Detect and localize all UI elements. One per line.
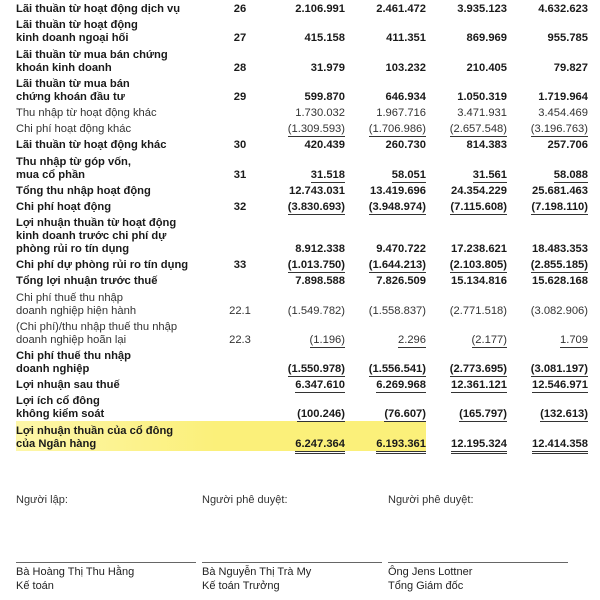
signer-name: Bà Hoàng Thị Thu Hằng (16, 566, 135, 578)
signer-name: Bà Nguyễn Thị Trà My (202, 566, 312, 578)
row-value-4 (507, 136, 588, 152)
value-text: 257.706 (547, 139, 588, 152)
row-value-1 (264, 136, 345, 152)
row-label: (Chi phí)/thu nhập thuế thu nhập doanh nghiệp hoãn lại (16, 320, 178, 346)
value-text: (1.196) (309, 333, 345, 346)
row-value-2 (345, 392, 426, 421)
value-text: 12.361.121 (451, 379, 507, 392)
value-text: 599.870 (304, 90, 345, 103)
row-value-2 (345, 152, 426, 181)
row-value-4 (507, 104, 588, 120)
row-value-4 (507, 120, 588, 136)
signer-title: Kế toán Trưởng (202, 580, 280, 592)
value-text: 15.134.816 (451, 275, 507, 288)
row-value-1 (264, 120, 345, 136)
value-text: 31.561 (472, 168, 507, 181)
row-note-ref: 30 (233, 139, 247, 152)
value-text: (1.549.782) (287, 304, 345, 317)
value-text: 12.743.031 (289, 184, 345, 197)
value-text: 415.158 (304, 32, 345, 45)
value-text: 79.827 (553, 61, 588, 74)
value-text: (1.558.837) (368, 304, 426, 317)
value-text: 7.898.588 (295, 275, 345, 288)
row-value-2 (345, 347, 426, 376)
value-text: (100.246) (297, 408, 345, 421)
signature-role: Người phê duyệt: (388, 494, 474, 506)
value-text: 103.232 (385, 61, 426, 74)
row-note-ref: 27 (233, 32, 247, 45)
statement-rows (16, 0, 588, 451)
statement-row (16, 198, 588, 214)
row-value-2 (345, 0, 426, 16)
row-value-4 (507, 16, 588, 45)
value-text: (132.613) (540, 408, 588, 421)
row-value-3 (426, 152, 507, 181)
value-text: (1.013.750) (287, 259, 345, 272)
value-text: (1.706.986) (368, 123, 426, 136)
row-value-2 (345, 376, 426, 392)
row-value-2 (345, 318, 426, 347)
signer-name: Ông Jens Lottner (388, 566, 473, 578)
row-label: Thu nhập từ hoạt động khác (16, 106, 157, 119)
value-text: 420.439 (304, 139, 345, 152)
row-value-1 (264, 376, 345, 392)
row-note-ref: 33 (233, 259, 247, 272)
signature-role: Người phê duyệt: (202, 494, 288, 506)
row-value-4 (507, 392, 588, 421)
value-text: 58.051 (391, 168, 426, 181)
value-text: 2.106.991 (295, 3, 345, 16)
signature-ceo (388, 494, 578, 592)
row-value-4 (507, 198, 588, 214)
statement-row (16, 272, 588, 288)
value-text: 1.967.716 (376, 106, 426, 119)
row-label: Chi phí hoạt động khác (16, 123, 132, 136)
value-text: 1.719.964 (538, 90, 588, 103)
row-value-2 (345, 16, 426, 45)
value-text: 411.351 (386, 32, 426, 45)
row-value-2 (345, 198, 426, 214)
row-value-3 (426, 256, 507, 272)
value-text: 58.088 (553, 168, 588, 181)
row-value-3 (426, 0, 507, 16)
row-label: Lãi thuần từ mua bán chứng khoán đầu tư (16, 77, 130, 103)
row-value-4 (507, 256, 588, 272)
row-value-4 (507, 272, 588, 288)
row-value-2 (345, 288, 426, 317)
statement-row (16, 214, 588, 256)
value-text: 3.471.931 (457, 106, 507, 119)
value-text: 814.383 (466, 139, 507, 152)
value-text: 12.546.971 (532, 379, 588, 392)
row-label: Chi phí thuế thu nhập doanh nghiệp (16, 350, 131, 375)
value-text: 13.419.696 (370, 184, 426, 197)
signature-preparer (16, 494, 206, 592)
row-note-ref (216, 421, 264, 450)
value-text: 6.347.610 (295, 379, 345, 392)
row-label: Lãi thuần từ hoạt động khác (16, 139, 167, 152)
row-value-2 (345, 272, 426, 288)
row-label: Lợi ích cổ đông không kiểm soát (16, 395, 105, 421)
row-value-1 (264, 288, 345, 317)
row-label: Lãi thuần từ mua bán chứng khoán kinh doanh (16, 48, 168, 74)
row-value-4 (507, 421, 588, 450)
value-text: (7.198.110) (531, 200, 588, 213)
value-text: (3.081.197) (530, 363, 588, 375)
row-value-3 (426, 272, 507, 288)
row-value-4 (507, 347, 588, 376)
value-text: (1.644.213) (368, 259, 426, 272)
row-value-2 (345, 421, 426, 450)
value-text: 1.709 (560, 333, 588, 346)
row-value-4 (507, 0, 588, 16)
row-note-ref: 26 (233, 3, 247, 16)
row-value-1 (264, 318, 345, 347)
statement-row (16, 347, 588, 376)
signer-title: Tổng Giám đốc (388, 580, 464, 592)
row-label: Chi phí thuế thu nhập doanh nghiệp hiện hành (16, 291, 137, 317)
value-text: 17.238.621 (451, 243, 507, 256)
signature-block (16, 494, 588, 594)
value-text: 4.632.623 (538, 3, 588, 16)
statement-row (16, 392, 588, 421)
value-text: 9.470.722 (376, 243, 426, 256)
value-text: 31.979 (310, 61, 345, 74)
row-value-3 (426, 75, 507, 104)
row-value-1 (264, 214, 345, 256)
row-value-2 (345, 75, 426, 104)
signer-title: Kế toán (16, 580, 54, 592)
value-text: 2.296 (398, 333, 426, 346)
value-text: 6.247.364 (295, 438, 345, 454)
signature-role: Người lập: (16, 494, 68, 506)
statement-row (16, 421, 588, 450)
value-text: 2.461.472 (376, 3, 426, 16)
statement-row (16, 376, 588, 392)
row-value-1 (264, 392, 345, 421)
signature-line (388, 562, 568, 563)
row-value-4 (507, 214, 588, 256)
row-note-ref: 22.1 (229, 304, 251, 317)
row-value-3 (426, 182, 507, 198)
row-label: Tổng lợi nhuận trước thuế (16, 275, 158, 288)
value-text: (1.550.978) (287, 363, 345, 375)
value-text: (2.773.695) (449, 363, 507, 375)
row-value-3 (426, 214, 507, 256)
value-text: (2.855.185) (530, 259, 588, 272)
value-text: (2.771.518) (449, 304, 507, 317)
row-note-ref: 28 (233, 61, 247, 74)
value-text: 12.414.358 (532, 438, 588, 454)
statement-row (16, 318, 588, 347)
row-value-4 (507, 45, 588, 74)
row-label: Lợi nhuận sau thuế (16, 379, 120, 392)
row-value-3 (426, 104, 507, 120)
signature-chief-accountant (202, 494, 392, 592)
value-text: (3.830.693) (287, 200, 345, 213)
row-value-2 (345, 182, 426, 198)
value-text: 18.483.353 (532, 243, 588, 256)
row-note-ref (216, 392, 264, 421)
income-statement-table (16, 0, 588, 451)
value-text: (2.177) (471, 333, 507, 346)
row-label: Lãi thuần từ hoạt động dịch vụ (16, 3, 181, 16)
row-label: Lợi nhuận thuần từ hoạt động kinh doanh trước chi phí dự phòng rủi ro tín dụng (16, 217, 177, 256)
row-value-1 (264, 16, 345, 45)
row-value-2 (345, 136, 426, 152)
row-value-2 (345, 256, 426, 272)
value-text: 3.454.469 (538, 106, 588, 119)
value-text: (3.196.763) (530, 123, 588, 136)
value-text: (1.309.593) (287, 123, 345, 136)
statement-row (16, 16, 588, 45)
row-value-1 (264, 421, 345, 450)
row-value-2 (345, 120, 426, 136)
value-text: (165.797) (459, 408, 507, 421)
value-text: (3.948.974) (368, 200, 426, 213)
value-text: 7.826.509 (376, 275, 426, 288)
signature-line (16, 562, 196, 563)
statement-row (16, 288, 588, 317)
row-value-3 (426, 45, 507, 74)
value-text: 6.193.361 (376, 438, 426, 454)
row-value-4 (507, 288, 588, 317)
value-text: 15.628.168 (532, 275, 588, 288)
row-label: Thu nhập từ góp vốn, mua cổ phần (16, 155, 131, 181)
row-value-1 (264, 256, 345, 272)
row-value-3 (426, 16, 507, 45)
value-text: (7.115.608) (450, 200, 507, 213)
statement-row (16, 256, 588, 272)
row-value-3 (426, 421, 507, 450)
row-value-1 (264, 104, 345, 120)
value-text: 24.354.229 (451, 184, 507, 197)
statement-row (16, 120, 588, 136)
value-text: 869.969 (466, 32, 507, 45)
row-value-4 (507, 376, 588, 392)
row-value-1 (264, 272, 345, 288)
statement-row (16, 152, 588, 181)
row-value-1 (264, 347, 345, 376)
statement-row (16, 75, 588, 104)
statement-row (16, 45, 588, 74)
row-value-4 (507, 182, 588, 198)
row-note-ref (216, 120, 264, 136)
row-label: Tổng thu nhập hoạt động (16, 184, 151, 197)
row-note-ref (216, 272, 264, 288)
row-value-3 (426, 288, 507, 317)
row-note-ref (216, 376, 264, 392)
row-value-4 (507, 152, 588, 181)
row-label: Chi phí dự phòng rủi ro tín dụng (16, 259, 189, 272)
row-value-3 (426, 198, 507, 214)
row-value-1 (264, 45, 345, 74)
row-note-ref: 22.3 (229, 333, 251, 346)
value-text: 646.934 (385, 90, 426, 103)
row-note-ref: 32 (233, 200, 247, 213)
value-text: 210.405 (466, 61, 507, 74)
value-text: 955.785 (547, 32, 588, 45)
row-value-2 (345, 45, 426, 74)
row-value-4 (507, 75, 588, 104)
row-value-3 (426, 136, 507, 152)
value-text: 31.518 (310, 168, 345, 181)
value-text: 1.730.032 (295, 106, 345, 119)
row-value-1 (264, 152, 345, 181)
value-text: (1.556.541) (368, 363, 426, 375)
row-value-1 (264, 182, 345, 198)
value-text: (3.082.906) (530, 304, 588, 317)
row-value-3 (426, 120, 507, 136)
row-value-2 (345, 214, 426, 256)
statement-row (16, 104, 588, 120)
value-text: 3.935.123 (457, 3, 507, 16)
signature-line (202, 562, 382, 563)
row-value-1 (264, 0, 345, 16)
value-text: 260.730 (385, 139, 426, 152)
row-label: Chi phí hoạt động (16, 200, 112, 213)
value-text: (2.103.805) (449, 259, 507, 272)
statement-row (16, 136, 588, 152)
row-value-1 (264, 75, 345, 104)
row-value-3 (426, 318, 507, 347)
row-label: Lãi thuần từ hoạt động kinh doanh ngoại hối (16, 19, 138, 45)
row-value-2 (345, 104, 426, 120)
row-label: Lợi nhuận thuần của cổ đông của Ngân hàng (16, 421, 216, 450)
value-text: 25.681.463 (532, 184, 588, 197)
row-value-4 (507, 318, 588, 347)
row-value-1 (264, 198, 345, 214)
row-note-ref (216, 182, 264, 198)
row-value-3 (426, 376, 507, 392)
row-value-3 (426, 347, 507, 376)
value-text: 1.050.319 (457, 90, 507, 103)
row-note-ref (216, 347, 264, 376)
value-text: 12.195.324 (451, 438, 507, 454)
row-note-ref (216, 104, 264, 120)
row-note-ref (216, 214, 264, 256)
value-text: (2.657.548) (449, 123, 507, 136)
value-text: (76.607) (384, 408, 426, 421)
row-note-ref: 31 (233, 168, 247, 181)
statement-row (16, 182, 588, 198)
value-text: 8.912.338 (295, 243, 345, 256)
row-note-ref: 29 (233, 90, 247, 103)
row-value-3 (426, 392, 507, 421)
statement-row (16, 0, 588, 16)
value-text: 6.269.968 (376, 379, 426, 392)
